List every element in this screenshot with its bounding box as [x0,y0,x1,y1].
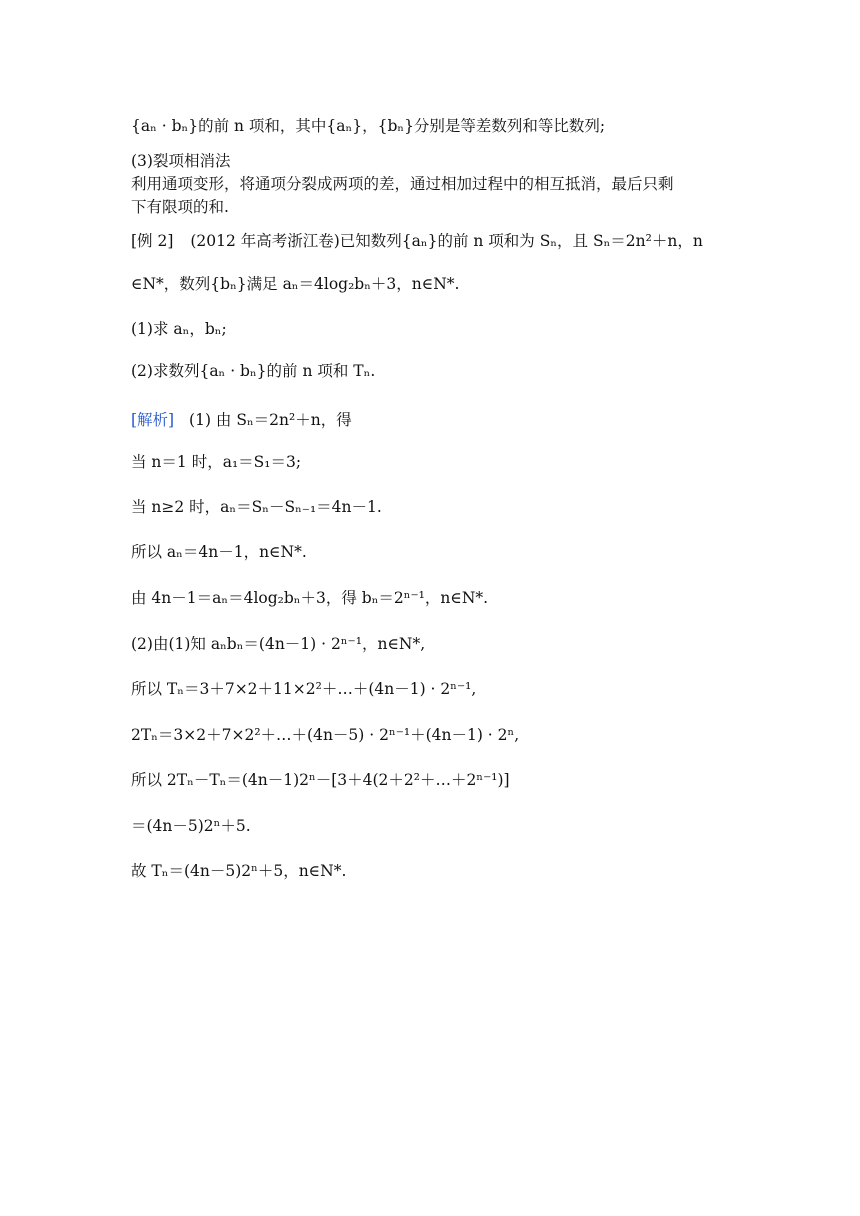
method3-description-line-1: 利用通项变形，将通项分裂成两项的差，通过相加过程中的相互抵消，最后只剩 [131,175,674,193]
solution-line-1-text: (1) 由 Sₙ＝2n²＋n，得 [189,411,352,429]
solution-line-11: 故 Tₙ＝(4n－5)2ⁿ＋5，n∈N*. [131,862,347,880]
solution-label: [解析] [131,411,175,429]
example-statement-text-1: 已知数列{aₙ}的前 n 项和为 Sₙ，且 Sₙ＝2n²＋n，n [339,232,703,250]
example-label: [例 2] [131,232,174,250]
solution-line-9: 所以 2Tₙ－Tₙ＝(4n－1)2ⁿ－[3＋4(2＋2²＋…＋2ⁿ⁻¹)] [131,771,510,789]
solution-line-1 [131,410,352,430]
solution-line-2: 当 n＝1 时，a₁＝S₁＝3; [131,453,302,471]
intro-line: {aₙ · bₙ}的前 n 项和，其中{aₙ}，{bₙ}分别是等差数列和等比数列; [131,117,606,135]
solution-line-4: 所以 aₙ＝4n－1，n∈N*. [131,543,307,561]
method3-description-line-2: 下有限项的和. [131,198,229,216]
solution-line-7: 所以 Tₙ＝3＋7×2＋11×2²＋…＋(4n－1) · 2ⁿ⁻¹, [131,680,477,698]
question-1: (1)求 aₙ，bₙ; [131,320,227,338]
solution-line-8: 2Tₙ＝3×2＋7×2²＋…＋(4n－5) · 2ⁿ⁻¹＋(4n－1) · 2ⁿ, [131,726,520,744]
solution-line-6: (2)由(1)知 aₙbₙ＝(4n－1) · 2ⁿ⁻¹，n∈N*, [131,635,426,653]
solution-line-3: 当 n≥2 时，aₙ＝Sₙ－Sₙ₋₁＝4n－1. [131,498,382,516]
example-statement-line-1 [131,231,703,251]
solution-line-5: 由 4n－1＝aₙ＝4log₂bₙ＋3，得 bₙ＝2ⁿ⁻¹，n∈N*. [131,589,489,607]
example-statement-line-2: ∈N*，数列{bₙ}满足 aₙ＝4log₂bₙ＋3，n∈N*. [131,275,460,293]
example-source: (2012 年高考浙江卷) [190,232,340,250]
method3-heading: (3)裂项相消法 [131,152,231,170]
solution-line-10: ＝(4n－5)2ⁿ＋5. [131,817,251,835]
question-2: (2)求数列{aₙ · bₙ}的前 n 项和 Tₙ. [131,362,376,380]
